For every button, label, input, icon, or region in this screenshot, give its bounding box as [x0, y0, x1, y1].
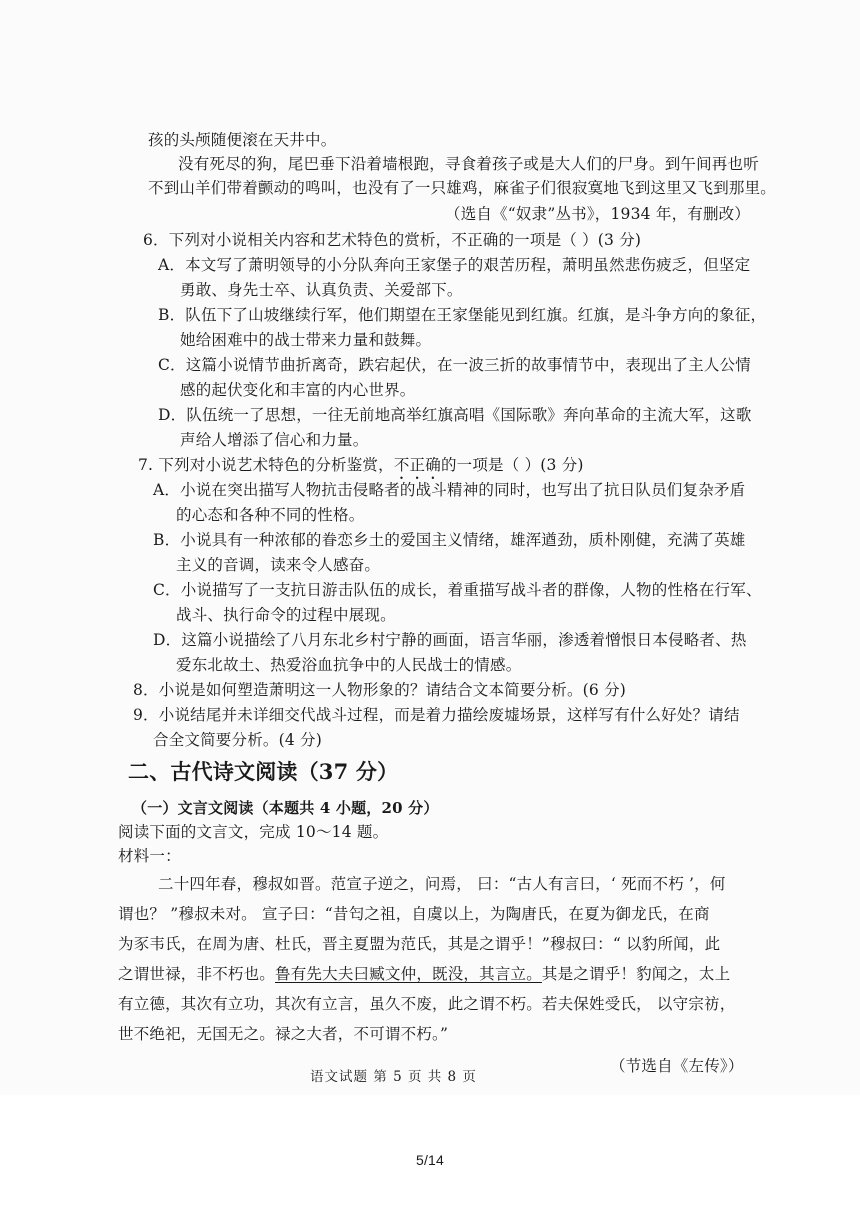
passage-text: 之谓世禄，非不朽也。	[118, 965, 276, 983]
q7-stem-text: 的一项是（ ）(3 分)	[440, 456, 584, 474]
subsection-title: （一）文言文阅读（本题共 4 小题，20 分）	[132, 799, 439, 817]
passage-line	[118, 963, 730, 985]
q7-option-c: C．小说描写了一支抗日游击队伍的成长，着重描写战斗者的群像，人物的性格在行军、	[153, 581, 762, 599]
section-title: 二、古代诗文阅读（37 分）	[128, 759, 399, 784]
story-line: 孩的头颅随便滚在天井中。	[148, 131, 337, 149]
q7-option-b: B．小说具有一种浓郁的眷恋乡土的爱国主义情绪，雄浑遒劲，质朴刚健，充满了英雄	[153, 531, 746, 549]
instruction: 阅读下面的文言文，完成 10～14 题。	[118, 823, 389, 841]
q7-stem-emphasis: 不正确	[393, 456, 441, 474]
q6-stem: 6．下列对小说相关内容和艺术特色的赏析，不正确的一项是（ ）(3 分)	[143, 231, 642, 249]
q9-stem: 9．小说结尾并未详细交代战斗过程，而是着力描绘废墟场景，这样写有什么好处？请结	[133, 706, 740, 724]
story-source: （选自《“奴隶”丛书》，1934 年，有删改）	[445, 205, 751, 223]
story-line: 没有死尽的狗，尾巴垂下沿着墙根跑，寻食着孩子或是大人们的尸身。到午间再也听	[178, 155, 759, 173]
passage-text: 其是之谓乎！豹闻之，太上	[541, 965, 731, 983]
q6-option-d-cont: 声给人增添了信心和力量。	[180, 431, 369, 449]
passage-source: （节选自《左传》）	[610, 1057, 744, 1075]
q6-option-a: A．本文写了萧明领导的小分队奔向王家堡子的艰苦历程，萧明虽然悲伤疲乏，但坚定	[158, 256, 751, 274]
page-footer: 语文试题 第 5 页 共 8 页	[310, 1069, 477, 1085]
q7-option-b-cont: 主义的音调，读来令人感奋。	[176, 556, 381, 574]
passage-line: 世不绝祀，无国无之。禄之大者，不可谓不朽。”	[118, 1025, 449, 1043]
material-label: 材料一：	[118, 847, 181, 865]
q6-option-b: B．队伍下了山坡继续行军，他们期望在王家堡能见到红旗。红旗，是斗争方向的象征，	[158, 306, 767, 324]
q9-stem-cont: 合全文简要分析。(4 分)	[153, 731, 322, 749]
page-number: 5/14	[415, 1152, 445, 1168]
q8-stem: 8．小说是如何塑造萧明这一人物形象的？请结合文本简要分析。(6 分)	[133, 681, 627, 699]
underlined-sentence: 鲁有先大夫曰臧文仲，既没，其言立。	[275, 965, 542, 983]
q7-option-c-cont: 战斗、执行命令的过程中展现。	[176, 606, 396, 624]
q6-option-c: C．这篇小说情节曲折离奇，跌宕起伏，在一波三折的故事情节中，表现出了主人公情	[158, 356, 751, 374]
passage-line: 二十四年春，穆叔如晋。范宣子逆之，问焉， 曰：“古人有言曰，‘ 死而不朽 ’，何	[158, 875, 726, 893]
q7-option-a: A．小说在突出描写人物抗击侵略者的战斗精神的同时，也写出了抗日队员们复杂矛盾	[153, 481, 746, 499]
q6-option-c-cont: 感的起伏变化和丰富的内心世界。	[180, 381, 416, 399]
q6-option-d: D．队伍统一了思想，一往无前地高举红旗高唱《国际歌》奔向革命的主流大军，这歌	[158, 406, 752, 424]
q7-stem-text: 7. 下列对小说艺术特色的分析鉴赏，	[138, 456, 394, 474]
q6-option-a-cont: 勇敢、身先士卒、认真负责、关爱部下。	[180, 281, 463, 299]
story-line: 不到山羊们带着颤动的鸣叫，也没有了一只雄鸡，麻雀子们很寂寞地飞到这里又飞到那里。	[148, 179, 777, 197]
passage-line: 为豕韦氏，在周为唐、杜氏，晋主夏盟为范氏，其是之谓乎！”穆叔曰：“ 以豹所闻，此	[118, 935, 721, 953]
q6-option-b-cont: 她给困难中的战士带来力量和鼓舞。	[180, 331, 432, 349]
q7-option-d-cont: 爱东北故土、热爱浴血抗争中的人民战士的情感。	[176, 656, 522, 674]
q7-option-d: D．这篇小说描绘了八月东北乡村宁静的画面，语言华丽，渗透着憎恨日本侵略者、热	[153, 631, 747, 649]
q7-option-a-cont: 的心态和各种不同的性格。	[176, 506, 365, 524]
passage-line: 有立德，其次有立功，其次有立言，虽久不废，此之谓不朽。若夫保姓受氏， 以守宗祊，	[118, 995, 736, 1013]
passage-line: 谓也？ ”穆叔未对。 宣子曰：“昔匄之祖，自虞以上，为陶唐氏，在夏为御龙氏，在商	[118, 905, 710, 923]
